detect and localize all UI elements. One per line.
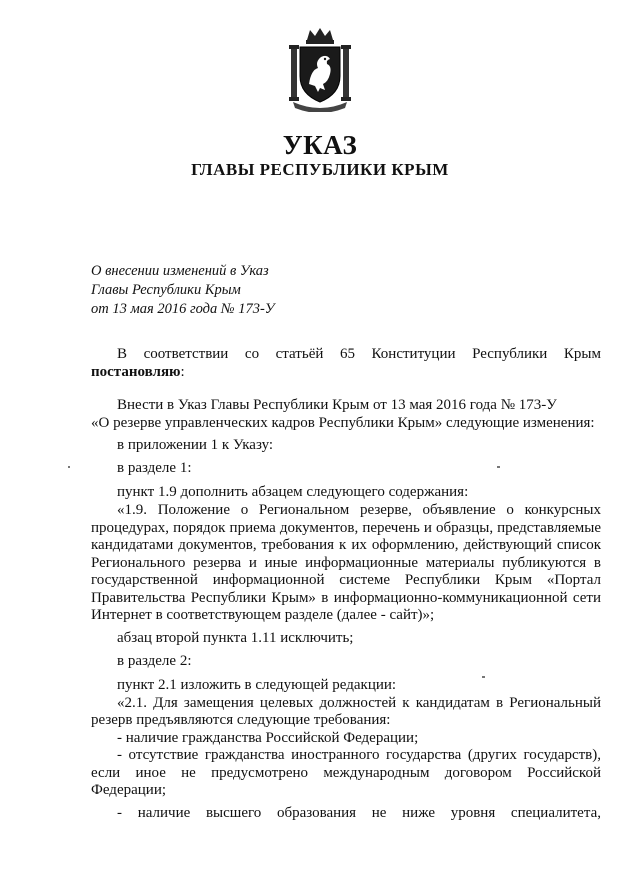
intro-line: «О резерве управленческих кадров Республики Крым» следующие изменения: bbox=[91, 415, 595, 431]
section-heading: в разделе 2: bbox=[117, 653, 192, 669]
scan-speck bbox=[497, 466, 500, 468]
subject-line: от 13 мая 2016 года № 173-У bbox=[91, 301, 275, 317]
quoted-paragraph-line: кандидатами документов, требования к их оформлению, действующий список bbox=[91, 537, 601, 553]
scan-speck bbox=[482, 676, 485, 678]
requirement-item: - отсутствие гражданства иностранного государства (других государств), bbox=[117, 747, 601, 763]
document-title: УКАЗ bbox=[282, 130, 358, 160]
resolution-word: постановляю bbox=[91, 364, 181, 380]
requirement-item: Федерации; bbox=[91, 782, 167, 798]
requirement-item: - наличие высшего образования не ниже уровня специалитета, bbox=[117, 805, 601, 821]
requirement-item: если иное не предусмотрено международным договором Российской bbox=[91, 765, 601, 781]
quoted-paragraph-line: резерв предъявляются следующие требования: bbox=[91, 712, 391, 728]
amendment-instruction: пункт 1.9 дополнить абзацем следующего содержания: bbox=[117, 484, 469, 500]
crimea-coat-of-arms-icon bbox=[285, 26, 355, 112]
quoted-paragraph-line: Регионального резерва и иные информационные материалы публикуются в bbox=[91, 555, 601, 571]
quoted-paragraph-line: Правительства Республики Крым» в информационно-коммуникационной сети bbox=[91, 590, 601, 606]
quoted-paragraph-line: «2.1. Для замещения целевых должностей к кандидатам в Региональный bbox=[117, 695, 601, 711]
intro-line: Внести в Указ Главы Республики Крым от 13 мая 2016 года № 173-У bbox=[117, 397, 557, 413]
quoted-paragraph-line: процедурах, порядок приема документов, перечень и образцы, представляемые bbox=[91, 520, 601, 536]
quoted-paragraph-line: Интернет в соответствующем разделе (далее - сайт)»; bbox=[91, 607, 435, 623]
appendix-line: в приложении 1 к Указу: bbox=[117, 437, 274, 453]
resolution-colon: : bbox=[180, 364, 185, 380]
quoted-paragraph-line: государственной информационной системе Республики Крым «Портал bbox=[91, 572, 601, 588]
amendment-instruction: абзац второй пункта 1.11 исключить; bbox=[117, 630, 354, 646]
document-subtitle: ГЛАВЫ РЕСПУБЛИКИ КРЫМ bbox=[191, 160, 449, 179]
preamble-paragraph bbox=[91, 346, 601, 363]
scan-speck bbox=[68, 466, 70, 468]
amendment-instruction: пункт 2.1 изложить в следующей редакции: bbox=[117, 677, 397, 693]
subject-line: О внесении изменений в Указ bbox=[91, 263, 269, 279]
preamble-text: В соответствии со статьёй 65 Конституции Республики Крым bbox=[117, 346, 601, 362]
section-heading: в разделе 1: bbox=[117, 460, 192, 476]
preamble-resolution bbox=[91, 364, 601, 381]
document-subject bbox=[91, 262, 391, 319]
subject-line: Главы Республики Крым bbox=[91, 282, 241, 298]
quoted-paragraph-line: «1.9. Положение о Региональном резерве, объявление о конкурсных bbox=[117, 502, 601, 518]
requirement-item: - наличие гражданства Российской Федерации; bbox=[117, 730, 419, 746]
